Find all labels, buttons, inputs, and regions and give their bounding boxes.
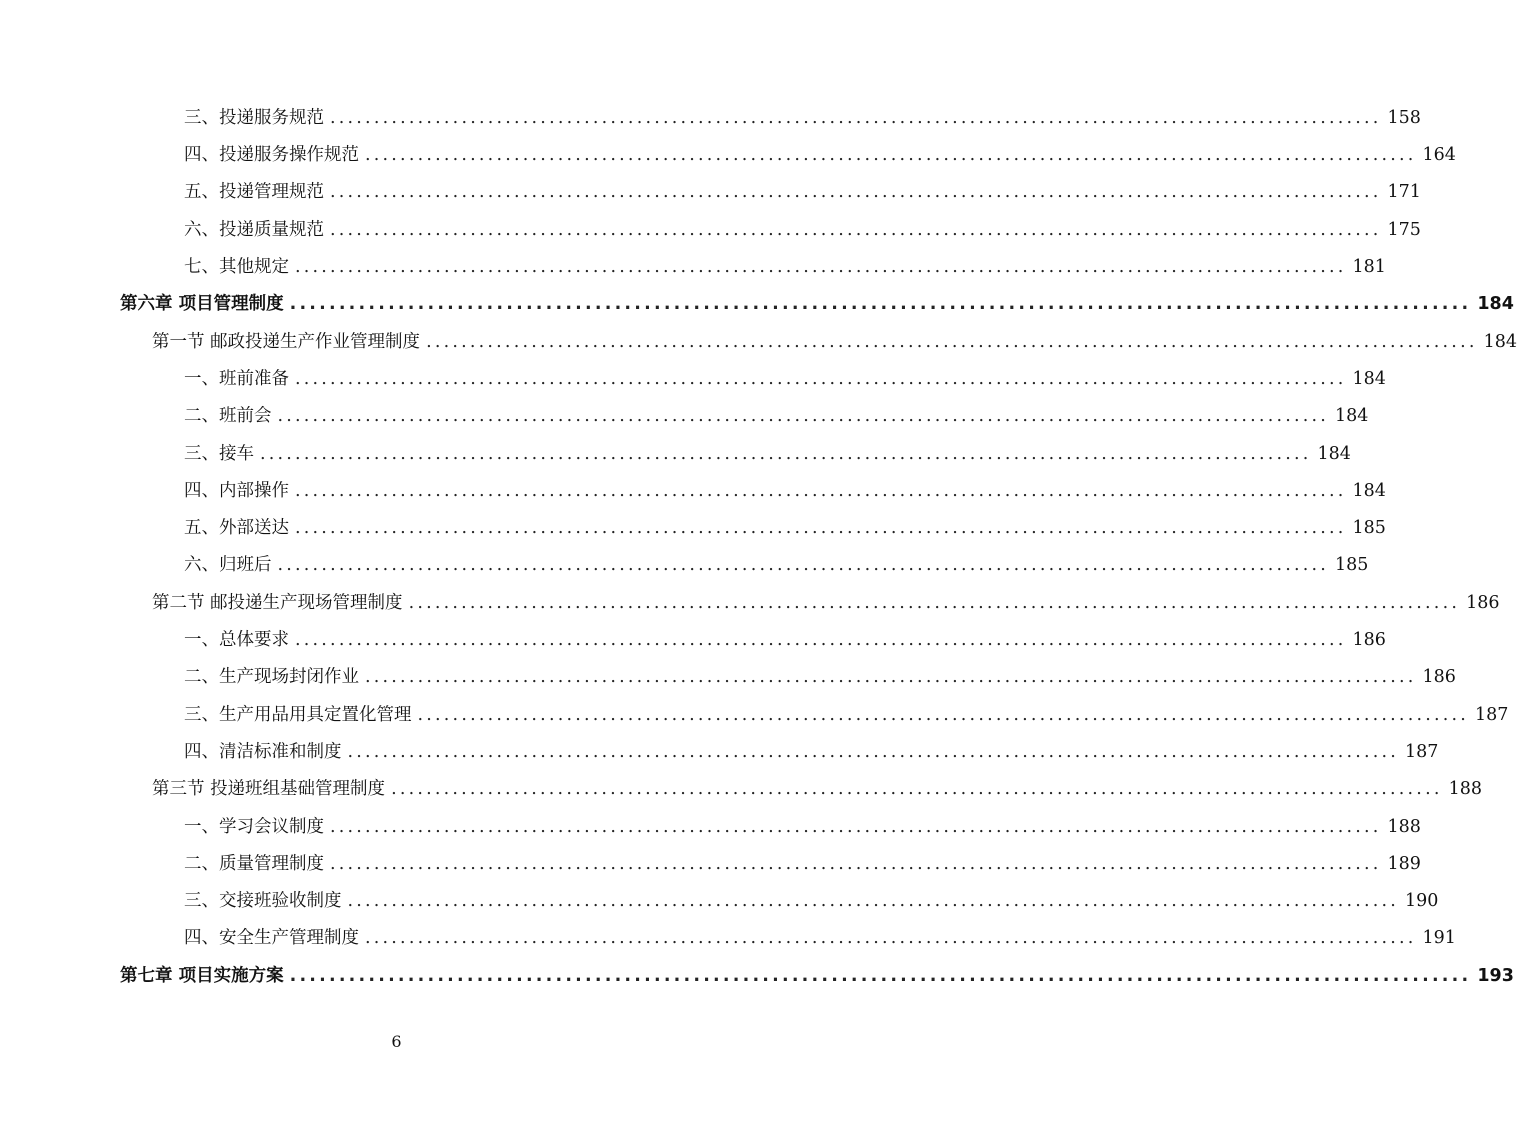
- toc-dot-leader: ........................................................................................................................: [289, 965, 1472, 986]
- toc-entry-label: 四、投递服务操作规范: [184, 145, 359, 166]
- toc-entry-item[interactable]: [0, 734, 1439, 771]
- page-number: 6: [391, 1032, 402, 1051]
- toc-entry-label: 第三节 投递班组基础管理制度: [152, 779, 386, 800]
- toc-entry-page-number: 184: [1352, 368, 1386, 389]
- toc-entry-item[interactable]: [0, 100, 1421, 137]
- toc-entry-label: 五、投递管理规范: [184, 182, 324, 203]
- toc-dot-leader: ........................................................................................................................: [391, 779, 1443, 800]
- toc-entry-section[interactable]: [0, 771, 1482, 808]
- toc-entry-page-number: 181: [1352, 257, 1386, 278]
- toc-dot-leader: ........................................................................................................................: [330, 182, 1382, 203]
- toc-entry-item[interactable]: [0, 697, 1509, 734]
- toc-dot-leader: ........................................................................................................................: [365, 928, 1417, 949]
- toc-entry-page-number: 186: [1422, 667, 1456, 688]
- toc-entry-page-number: 187: [1405, 741, 1439, 762]
- toc-dot-leader: ........................................................................................................................: [330, 107, 1382, 128]
- toc-entry-page-number: 190: [1405, 891, 1439, 912]
- toc-entry-item[interactable]: [0, 436, 1351, 473]
- toc-entry-page-number: 185: [1335, 555, 1369, 576]
- toc-dot-leader: ........................................................................................................................: [347, 741, 1400, 762]
- toc-entry-item[interactable]: [0, 659, 1456, 696]
- toc-dot-leader: ........................................................................................................................: [365, 145, 1417, 166]
- toc-entry-label: 四、清洁标准和制度: [184, 741, 342, 762]
- toc-entry-item[interactable]: [0, 921, 1456, 958]
- toc-entry-label: 二、班前会: [184, 406, 272, 427]
- toc-entry-page-number: 193: [1477, 965, 1514, 986]
- toc-dot-leader: ........................................................................................................................: [365, 667, 1417, 688]
- toc-entry-page-number: 188: [1448, 779, 1482, 800]
- toc-entry-label: 第一节 邮政投递生产作业管理制度: [152, 331, 421, 352]
- toc-entry-label: 六、投递质量规范: [184, 219, 324, 240]
- toc-entry-item[interactable]: [0, 361, 1386, 398]
- toc-entry-label: 一、总体要求: [184, 630, 289, 651]
- toc-entry-item[interactable]: [0, 548, 1369, 585]
- toc-entry-label: 三、生产用品用具定置化管理: [184, 704, 412, 725]
- toc-entry-label: 七、其他规定: [184, 257, 289, 278]
- toc-entry-item[interactable]: [0, 510, 1386, 547]
- toc-dot-leader: ........................................................................................................................: [260, 443, 1312, 464]
- toc-entry-page-number: 184: [1477, 294, 1514, 315]
- toc-entry-chapter[interactable]: [0, 286, 1514, 323]
- toc-entry-item[interactable]: [0, 622, 1386, 659]
- toc-dot-leader: ........................................................................................................................: [277, 555, 1330, 576]
- toc-entry-label: 二、生产现场封闭作业: [184, 667, 359, 688]
- toc-entry-item[interactable]: [0, 249, 1386, 286]
- toc-entry-label: 三、投递服务规范: [184, 107, 324, 128]
- toc-entry-label: 六、归班后: [184, 555, 272, 576]
- toc-dot-leader: ........................................................................................................................: [330, 816, 1382, 837]
- table-of-contents: [0, 100, 1517, 995]
- toc-dot-leader: ........................................................................................................................: [330, 853, 1382, 874]
- toc-dot-leader: ........................................................................................................................: [295, 257, 1347, 278]
- toc-entry-page-number: 185: [1352, 518, 1386, 539]
- toc-dot-leader: ........................................................................................................................: [277, 406, 1330, 427]
- toc-entry-label: 一、学习会议制度: [184, 816, 324, 837]
- toc-entry-page-number: 186: [1352, 630, 1386, 651]
- toc-entry-label: 四、内部操作: [184, 480, 289, 501]
- toc-entry-page-number: 158: [1387, 107, 1421, 128]
- toc-entry-page-number: 188: [1387, 816, 1421, 837]
- toc-entry-label: 第七章 项目实施方案: [120, 965, 284, 986]
- toc-entry-item[interactable]: [0, 846, 1421, 883]
- toc-entry-chapter[interactable]: [0, 958, 1514, 995]
- toc-entry-label: 第二节 邮投递生产现场管理制度: [152, 592, 403, 613]
- toc-entry-item[interactable]: [0, 809, 1421, 846]
- toc-dot-leader: ........................................................................................................................: [295, 368, 1347, 389]
- toc-entry-label: 三、接车: [184, 443, 254, 464]
- toc-entry-page-number: 189: [1387, 853, 1421, 874]
- toc-entry-section[interactable]: [0, 324, 1517, 361]
- toc-entry-page-number: 184: [1317, 443, 1351, 464]
- toc-entry-label: 二、质量管理制度: [184, 853, 324, 874]
- toc-entry-section[interactable]: [0, 585, 1500, 622]
- toc-entry-page-number: 184: [1352, 480, 1386, 501]
- toc-entry-item[interactable]: [0, 473, 1386, 510]
- toc-entry-page-number: 164: [1422, 145, 1456, 166]
- toc-dot-leader: ........................................................................................................................: [289, 294, 1472, 315]
- toc-entry-item[interactable]: [0, 137, 1456, 174]
- toc-entry-page-number: 184: [1483, 331, 1517, 352]
- toc-entry-page-number: 186: [1466, 592, 1500, 613]
- toc-entry-label: 一、班前准备: [184, 368, 289, 389]
- toc-dot-leader: ........................................................................................................................: [347, 891, 1400, 912]
- toc-entry-item[interactable]: [0, 212, 1421, 249]
- toc-entry-page-number: 184: [1335, 406, 1369, 427]
- toc-entry-item[interactable]: [0, 883, 1439, 920]
- toc-entry-label: 四、安全生产管理制度: [184, 928, 359, 949]
- toc-entry-page-number: 187: [1475, 704, 1509, 725]
- toc-dot-leader: ........................................................................................................................: [295, 630, 1347, 651]
- toc-entry-label: 第六章 项目管理制度: [120, 294, 284, 315]
- toc-dot-leader: ........................................................................................................................: [417, 704, 1470, 725]
- toc-entry-item[interactable]: [0, 175, 1421, 212]
- toc-entry-label: 三、交接班验收制度: [184, 891, 342, 912]
- toc-dot-leader: ........................................................................................................................: [408, 592, 1461, 613]
- toc-entry-page-number: 175: [1387, 219, 1421, 240]
- toc-entry-page-number: 171: [1387, 182, 1421, 203]
- toc-entry-item[interactable]: [0, 398, 1369, 435]
- toc-dot-leader: ........................................................................................................................: [330, 219, 1382, 240]
- toc-dot-leader: ........................................................................................................................: [295, 480, 1347, 501]
- toc-entry-label: 五、外部送达: [184, 518, 289, 539]
- toc-dot-leader: ........................................................................................................................: [295, 518, 1347, 539]
- toc-entry-page-number: 191: [1422, 928, 1456, 949]
- toc-dot-leader: ........................................................................................................................: [426, 331, 1478, 352]
